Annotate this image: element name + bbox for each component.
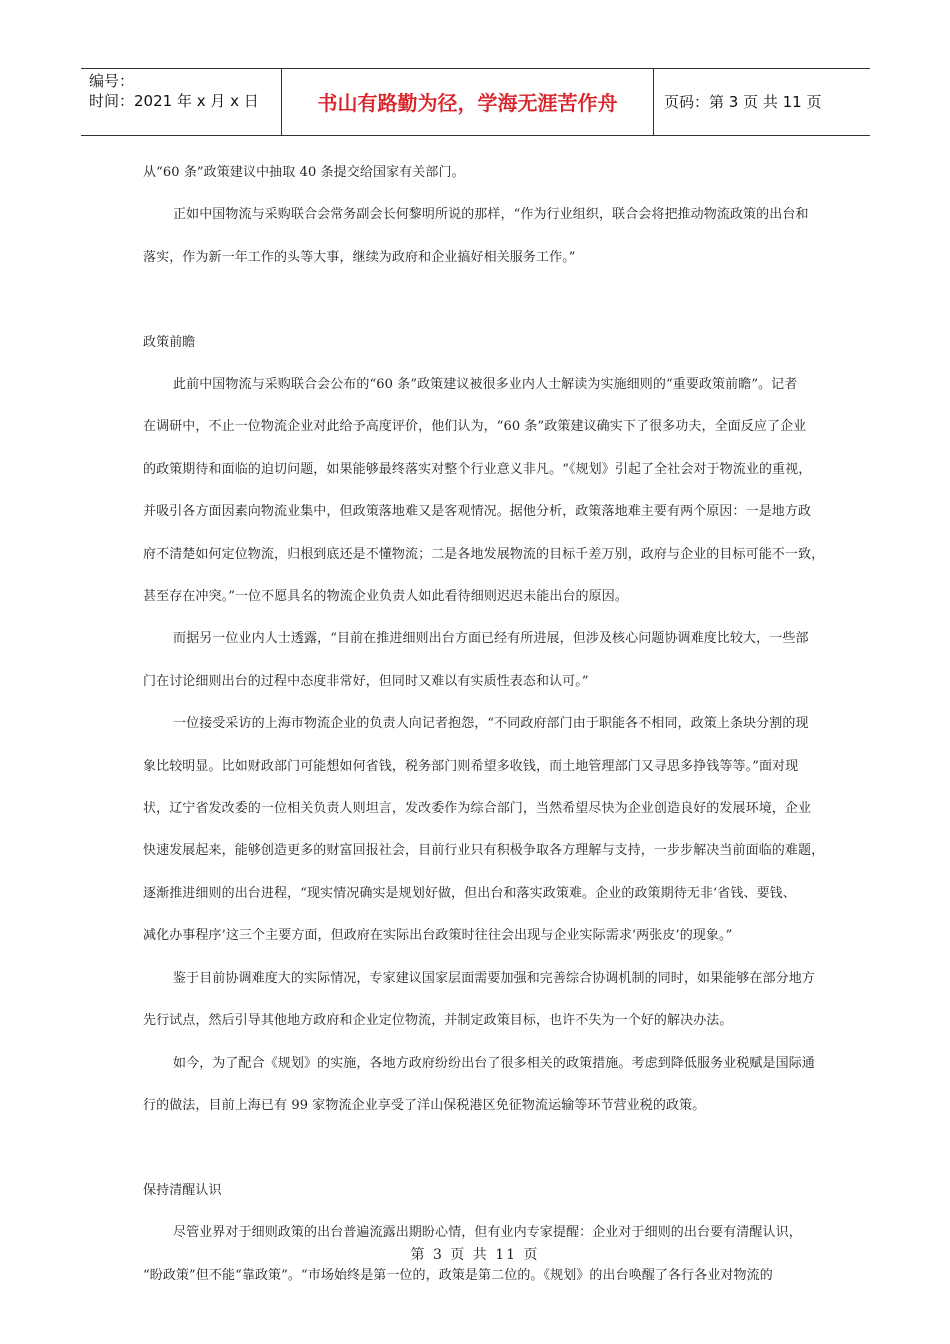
paragraph-line: 门在讨论细则出台的过程中态度非常好，但同时又难以有实质性表态和认可。” <box>143 673 589 689</box>
header-page-number: 页码：第 3 页 共 11 页 <box>664 92 822 111</box>
paragraph-line: 快速发展起来，能够创造更多的财富回报社会，目前行业只有积极争取各方理解与支持，一步步解决当前面临的难题， <box>143 843 825 859</box>
paragraph-line: 一位接受采访的上海市物流企业的负责人向记者抱怨，“不同政府部门由于职能各不相同，政策上条块分割的现 <box>173 716 809 732</box>
paragraph-line: 而据另一位业内人士透露，“目前在推进细则出台方面已经有所进展，但涉及核心问题协调难度比较大，一些部 <box>173 631 809 647</box>
paragraph-line: “盼政策”但不能“靠政策”。“市场始终是第一位的，政策是第二位的。《规划》的出台唤醒了各行各业对物流的 <box>143 1267 773 1283</box>
paragraph-line: 府不清楚如何定位物流，归根到底还是不懂物流；二是各地发展物流的目标千差万别，政府与企业的目标可能不一致， <box>143 546 825 562</box>
paragraph-line: 此前中国物流与采购联合会公布的“60 条”政策建议被很多业内人士解读为实施细则的“重要政策前瞻”。记者 <box>173 377 798 393</box>
paragraph-line: 从“60 条”政策建议中抽取 40 条提交给国家有关部门。 <box>143 165 465 180</box>
paragraph-line: 减化办事程序’这三个主要方面，但政府在实际出台政策时往往会出现与企业实际需求‘两张皮’的现象。” <box>143 928 733 944</box>
blank-line <box>143 1127 818 1169</box>
document-body <box>143 152 825 1297</box>
paragraph-line: 的政策期待和面临的迫切问题，如果能够最终落实对整个行业意义非凡。“《规划》引起了全社会对于物流业的重视， <box>143 461 812 477</box>
paragraph-line: 正如中国物流与采购联合会常务副会长何黎明所说的那样，“作为行业组织，联合会将把推动物流政策的出台和 <box>173 207 809 223</box>
paragraph-line: 鉴于目前协调难度大的实际情况，专家建议国家层面需要加强和完善综合协调机制的同时，如果能够在部分地方 <box>173 970 815 986</box>
page-footer: 第 3 页 共 11 页 <box>410 1247 540 1263</box>
paragraph-line: 状，辽宁省发改委的一位相关负责人则坦言，发改委作为综合部门，当然希望尽快为企业创造良好的发展环境，企业 <box>143 801 812 817</box>
paragraph-line: 逐渐推进细则的出台进程，“现实情况确实是规划好做，但出台和落实政策难。企业的政策期待无非‘省钱、要钱、 <box>143 885 796 901</box>
blank-line <box>143 279 818 321</box>
paragraph-line: 甚至存在冲突。”一位不愿具名的物流企业负责人如此看待细则迟迟未能出台的原因。 <box>143 589 628 605</box>
paragraph-line: 行的做法，目前上海已有 99 家物流企业享受了洋山保税港区免征物流运输等环节营业税的政策。 <box>143 1097 706 1113</box>
document-header <box>81 68 870 136</box>
header-meta <box>81 69 282 135</box>
header-motto: 书山有路勤为径，学海无涯苦作舟 <box>282 69 654 135</box>
document-time-label: 时间：2021 年 x 月 x 日 <box>89 92 259 110</box>
section-heading: 保持清醒认识 <box>143 1182 222 1198</box>
paragraph-line: 如今，为了配合《规划》的实施，各地方政府纷纷出台了很多相关的政策措施。考虑到降低服务业税赋是国际通 <box>173 1055 815 1071</box>
paragraph-line: 在调研中，不止一位物流企业对此给予高度评价，他们认为，“60 条”政策建议确实下了很多功夫，全面反应了企业 <box>143 419 807 435</box>
paragraph-line: 象比较明显。比如财政部门可能想如何省钱，税务部门则希望多收钱，而土地管理部门又寻思多挣钱等等。”面对现 <box>143 758 799 774</box>
paragraph-line: 尽管业界对于细则政策的出台普遍流露出期盼心情，但有业内专家提醒：企业对于细则的出台要有清醒认识， <box>173 1225 802 1241</box>
paragraph-line: 并吸引各方面因素向物流业集中，但政策落地难又是客观情况。据他分析，政策落地难主要有两个原因：一是地方政 <box>143 504 812 520</box>
paragraph-line: 先行试点，然后引导其他地方政府和企业定位物流，并制定政策目标，也许不失为一个好的解决办法。 <box>143 1013 733 1029</box>
section-heading: 政策前瞻 <box>143 334 196 350</box>
document-number-label: 编号： <box>89 72 135 90</box>
paragraph-line: 落实，作为新一年工作的头等大事，继续为政府和企业搞好相关服务工作。” <box>143 249 576 265</box>
